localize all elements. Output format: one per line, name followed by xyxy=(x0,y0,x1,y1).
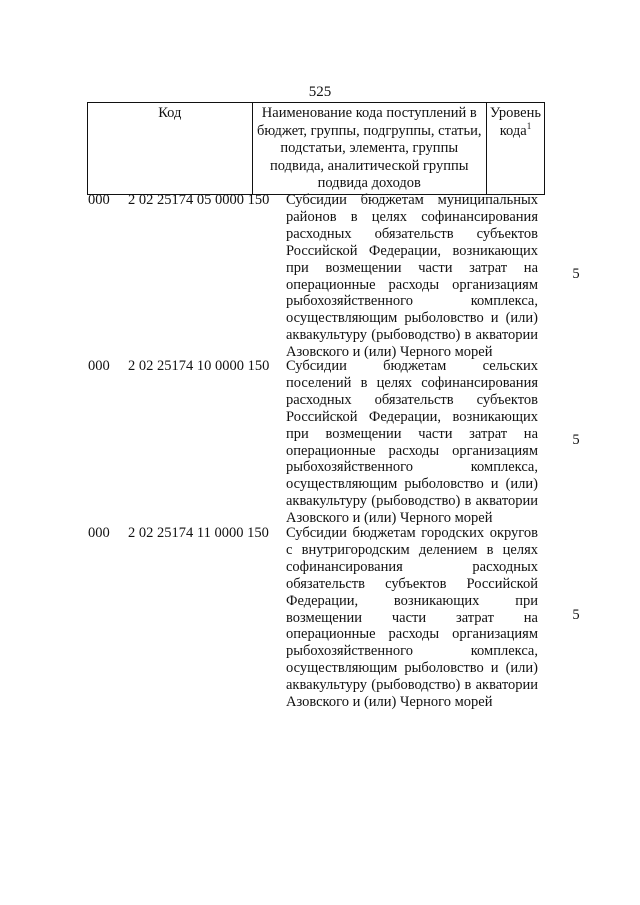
row-name: Субсидии бюджетам сельских поселений в целях софинансирования расходных обязательств субъектов Российской Федерации, возникающих при возмещении части затрат на операционные расходы организациям рыбохозяйственного комплекса, осуществляющим рыболовство и (или) аквакультуру (рыбоводство) в акватории Азовского и (или) Черного морей xyxy=(286,358,538,527)
header-row xyxy=(88,103,545,195)
header-level-footnote: 1 xyxy=(526,120,532,131)
row-income-code: 2 02 25174 11 0000 150 xyxy=(128,525,269,541)
row-level: 5 xyxy=(572,607,580,623)
row-level: 5 xyxy=(572,432,580,448)
row-admin-code: 000 xyxy=(88,525,110,541)
row-name: Субсидии бюджетам муниципальных районов в целях софинансирования расходных обязательств субъектов Российской Федерации, возникающих при возмещении части затрат на операционные расходы организациям рыбохозяйственного комплекса, осуществляющим рыболовство и (или) аквакультуру (рыбоводство) в акватории Азовского и (или) Черного морей xyxy=(286,192,538,361)
row-income-code: 2 02 25174 05 0000 150 xyxy=(128,192,270,208)
row-name: Субсидии бюджетам городских округов с внутригородским делением в целях софинансирования расходных обязательств субъектов Российской Федерации, возникающих при возмещении части затрат на операционные расходы организациям рыбохозяйственного комплекса, осуществляющим рыболовство и (или) аквакультуру (рыбоводство) в акватории Азовского и (или) Черного морей xyxy=(286,525,538,711)
row-level: 5 xyxy=(572,266,580,282)
row-admin-code: 000 xyxy=(88,192,110,208)
row-income-code: 2 02 25174 10 0000 150 xyxy=(128,358,270,374)
header-code: Код xyxy=(88,103,253,195)
page-number: 525 xyxy=(308,84,332,100)
header-level xyxy=(486,103,544,195)
header-level-label: Уровень кода xyxy=(489,105,541,139)
table-header xyxy=(87,102,545,195)
row-admin-code: 000 xyxy=(88,358,110,374)
header-name: Наименование кода поступлений в бюджет, группы, подгруппы, статьи, подстатьи, элемента, группы подвида, аналитической группы подвида доходов xyxy=(252,103,486,195)
